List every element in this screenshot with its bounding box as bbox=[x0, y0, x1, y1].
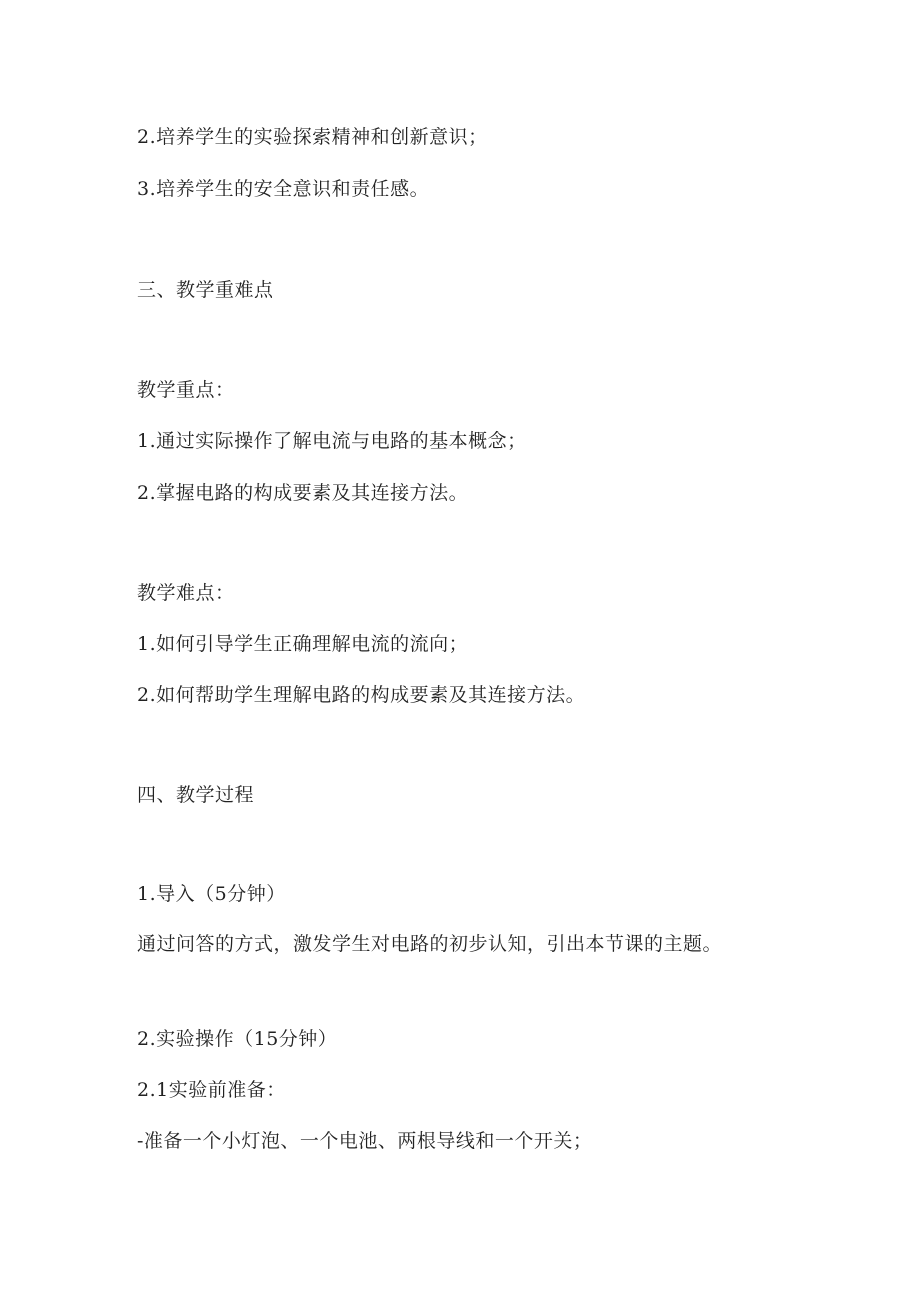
process-step-1-heading: 1.导入（5分钟） bbox=[137, 883, 286, 905]
goal-item-3: 3.培养学生的安全意识和责任感。 bbox=[137, 178, 430, 200]
process-step-2-heading: 2.实验操作（15分钟） bbox=[137, 1028, 338, 1050]
process-step-1-description: 通过问答的方式，激发学生对电路的初步认知，引出本节课的主题。 bbox=[137, 933, 723, 955]
difficult-point-item-1: 1.如何引导学生正确理解电流的流向； bbox=[137, 633, 469, 655]
process-step-2-1-heading: 2.1实验前准备： bbox=[137, 1079, 286, 1101]
goal-item-2: 2.培养学生的实验探索精神和创新意识； bbox=[137, 126, 488, 148]
section-heading-teaching-process: 四、教学过程 bbox=[137, 784, 255, 806]
preparation-item: -准备一个小灯泡、一个电池、两根导线和一个开关； bbox=[137, 1130, 593, 1152]
section-heading-key-difficult-points: 三、教学重难点 bbox=[137, 279, 274, 301]
difficult-point-item-2: 2.如何帮助学生理解电路的构成要素及其连接方法。 bbox=[137, 684, 586, 706]
key-point-item-1: 1.通过实际操作了解电流与电路的基本概念； bbox=[137, 430, 527, 452]
key-point-item-2: 2.掌握电路的构成要素及其连接方法。 bbox=[137, 482, 469, 504]
subheading-key-points: 教学重点： bbox=[137, 379, 235, 401]
subheading-difficult-points: 教学难点： bbox=[137, 582, 235, 604]
